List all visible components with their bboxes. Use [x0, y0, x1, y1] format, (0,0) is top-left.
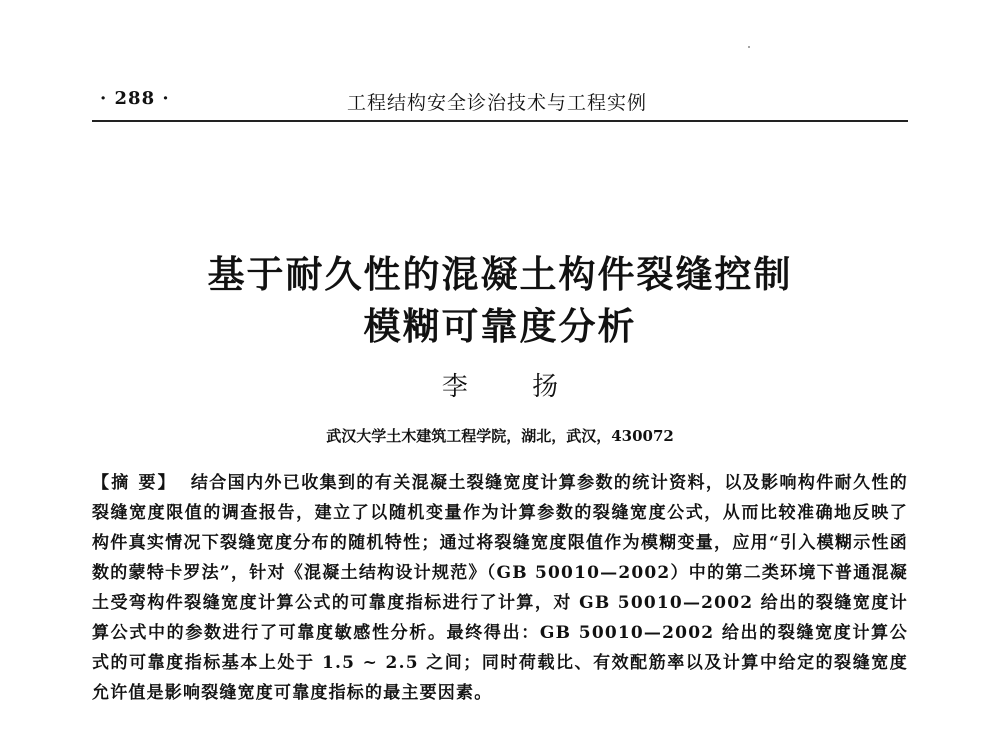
page-number: · 288 ·: [100, 88, 170, 109]
book-title: 工程结构安全诊治技术与工程实例: [347, 92, 648, 114]
author-name: 李 扬: [441, 372, 587, 402]
title-line-2: 模糊可靠度分析: [363, 304, 637, 348]
paper-title: [0, 248, 1000, 352]
scan-speck: [748, 46, 750, 48]
running-head: [92, 88, 908, 118]
title-line-1: 基于耐久性的混凝土构件裂缝控制: [207, 252, 793, 296]
header-rule: [92, 120, 908, 122]
abstract: [92, 468, 908, 708]
abstract-text: 结合国内外已收集到的有关混凝土裂缝宽度计算参数的统计资料，以及影响构件耐久性的裂缝宽度限值的调查报告，建立了以随机变量作为计算参数的裂缝宽度公式，从而比较准确地反映了构件真实情况下裂缝宽度分布的随机特性；通过将裂缝宽度限值作为模糊变量，应用“引入模糊示性函数的蒙特卡罗法”，针对《混凝土结构设计规范》（GB 50010—2002）中的第二类环境下普通混凝土受弯构件裂缝宽度计算公式的可靠度指标进行了计算，对 GB 50010—2002 给出的裂缝宽度计算公式中的参数进行了可靠度敏感性分析。最终得出：GB 50010—2002 给出的裂缝宽度计算公式的可靠度指标基本上处于 1.5 ~ 2.5 之间；同时荷载比、有效配筋率以及计算中给定的裂缝宽度允许值是影响裂缝宽度可靠度指标的最主要因素。: [92, 473, 908, 703]
author-affiliation: 武汉大学土木建筑工程学院，湖北，武汉，430072: [326, 427, 674, 445]
abstract-label: 【摘 要】: [92, 473, 177, 493]
